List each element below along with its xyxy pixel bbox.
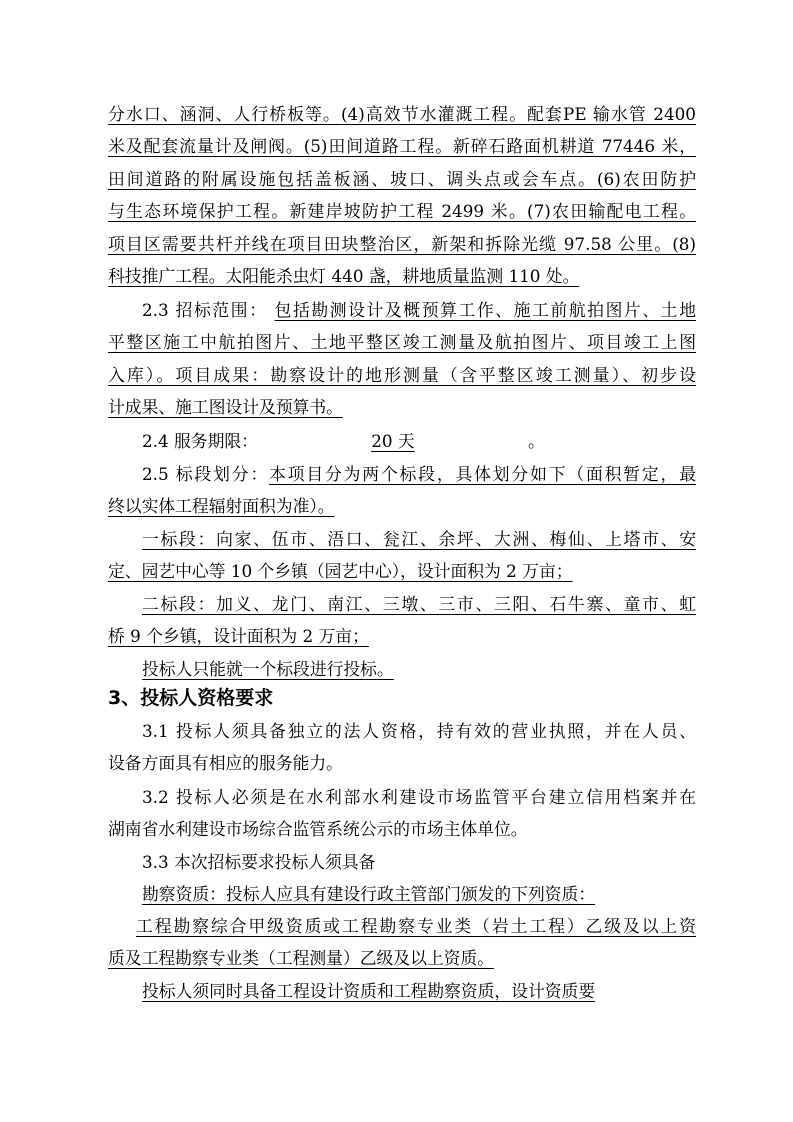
section-2-5-lot-division xyxy=(108,458,696,523)
text-line: 3.1 投标人须具备独立的法人资格，持有效的营业执照，并在人员、 xyxy=(142,721,696,741)
survey-qualification xyxy=(108,878,696,910)
text-line: 一标段：向家、伍市、浯口、瓮江、余坪、大洲、梅仙、上塔市、安 xyxy=(142,529,696,549)
text-line: 桥 9 个乡镇，设计面积为 2 万亩； xyxy=(108,626,369,647)
text-line: 设备方面具有相应的服务能力。 xyxy=(108,753,343,774)
section-label: 2.5 标段划分： xyxy=(142,464,270,484)
service-period-value: 20 天 xyxy=(371,431,415,451)
text-line: 分水口、涵洞、人行桥板等。(4)高效节水灌溉工程。配套PE 输水管 2400 xyxy=(108,104,696,124)
text-line: 终以实体工程辐射面积为准）。 xyxy=(108,496,335,517)
text-line: 二标段：加义、龙门、南江、三墩、三市、三阳、石牛寨、童市、虹 xyxy=(142,594,696,614)
text-line: 2.5 标段划分：本项目分为两个标段，具体划分如下（面积暂定，最 xyxy=(142,464,696,484)
section-3-3 xyxy=(108,846,696,878)
lot-2-description xyxy=(108,588,696,653)
text-line: 科技推广工程。太阳能杀虫灯 440 盏，耕地质量监测 110 处。 xyxy=(108,266,580,287)
text-line: 项目区需要共杆并线在项目田块整治区，新架和拆除光缆 97.58 公里。(8) xyxy=(108,233,696,254)
text-line: 投标人只能就一个标段进行投标。 xyxy=(142,659,394,679)
project-content-paragraph xyxy=(108,98,696,292)
text-line: 3.3 本次招标要求投标人须具备 xyxy=(142,852,376,872)
text-line: 质及工程勘察专业类（工程测量）乙级及以上资质。 xyxy=(108,948,494,969)
text-line: 田间道路的附属设施包括盖板涵、坡口、调头点或会车点。(6)农田防护 xyxy=(108,168,696,189)
text-line: 米及配套流量计及闸阀。(5)田间道路工程。新碎石路面机耕道 77446 米， xyxy=(108,136,696,157)
lot-1-description xyxy=(108,523,696,588)
text-line: 勘察资质：投标人应具有建设行政主管部门颁发的下列资质： xyxy=(142,884,596,904)
text-line: 计成果、施工图设计及预算书。 xyxy=(108,397,343,418)
section-3-2 xyxy=(108,781,696,846)
text-line: 与生态环境保护工程。新建岸坡防护工程 2499 米。(7)农田输配电工程。 xyxy=(108,201,696,222)
section-2-3-bid-scope xyxy=(108,294,696,424)
section-3-heading: 3、投标人资格要求 xyxy=(108,687,274,709)
text-line: 工程勘察综合甲级资质或工程勘察专业类（岩土工程）乙级及以上资 xyxy=(136,916,696,936)
text-line: 平整区施工中航拍图片、土地平整区竣工测量及航拍图片、项目竣工上图 xyxy=(108,332,696,353)
text-line: 2.4 服务期限： 20 天 。 xyxy=(108,425,696,457)
text-line: 定、园艺中心等 10 个乡镇（园艺中心），设计面积为 2 万亩； xyxy=(108,561,573,582)
text-line: 入库）。项目成果：勘察设计的地形测量（含平整区竣工测量）、初步设 xyxy=(108,364,696,385)
section-label: 2.4 服务期限： xyxy=(142,431,258,451)
section-label: 2.3 招标范围： xyxy=(142,300,268,320)
text-line: 投标人须同时具备工程设计资质和工程勘察资质，设计资质要 xyxy=(142,981,596,1001)
dual-qualification xyxy=(108,975,696,1007)
section-2-4-service-period xyxy=(108,425,696,457)
text-line: 2.3 招标范围： 包括勘测设计及概预算工作、施工前航拍图片、土地 xyxy=(142,300,696,320)
section-3-1 xyxy=(108,715,696,780)
survey-qualification-detail xyxy=(108,910,696,975)
text-line: 3.2 投标人必须是在水利部水利建设市场监管平台建立信用档案并在 xyxy=(142,787,696,807)
text-line: 湖南省水利建设市场综合监管系统公示的市场主体单位。 xyxy=(108,819,528,840)
lot-bidding-note xyxy=(108,653,696,685)
